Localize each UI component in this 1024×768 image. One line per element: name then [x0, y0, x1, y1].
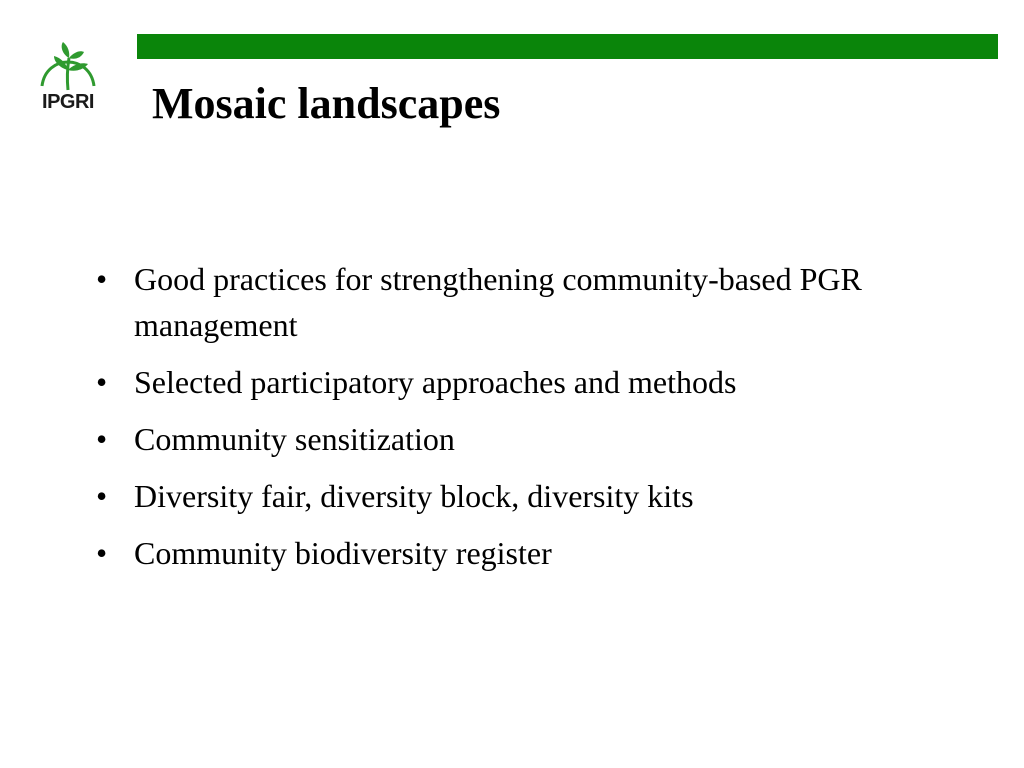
header-accent-bar	[137, 34, 998, 59]
bullet-marker: •	[96, 261, 108, 297]
list-item	[96, 473, 976, 519]
list-item	[96, 359, 976, 405]
bullet-marker: •	[96, 421, 108, 457]
bullet-marker: •	[96, 535, 108, 571]
list-item	[96, 416, 976, 462]
bullet-text: Diversity fair, diversity block, diversity kits	[134, 478, 694, 514]
bullet-marker: •	[96, 364, 108, 400]
slide-title: Mosaic landscapes	[152, 79, 501, 128]
list-item	[96, 530, 976, 576]
bullet-text: Community sensitization	[134, 421, 455, 457]
ipgri-logo	[32, 40, 104, 120]
logo-wordmark: IPGRI	[42, 91, 94, 113]
bullet-text: Good practices for strengthening community-based PGR management	[134, 261, 862, 343]
bullet-text: Community biodiversity register	[134, 535, 552, 571]
bullet-text: Selected participatory approaches and methods	[134, 364, 737, 400]
plant-icon	[32, 40, 104, 92]
bullet-marker: •	[96, 478, 108, 514]
bullet-list	[96, 256, 976, 587]
list-item	[96, 256, 976, 348]
